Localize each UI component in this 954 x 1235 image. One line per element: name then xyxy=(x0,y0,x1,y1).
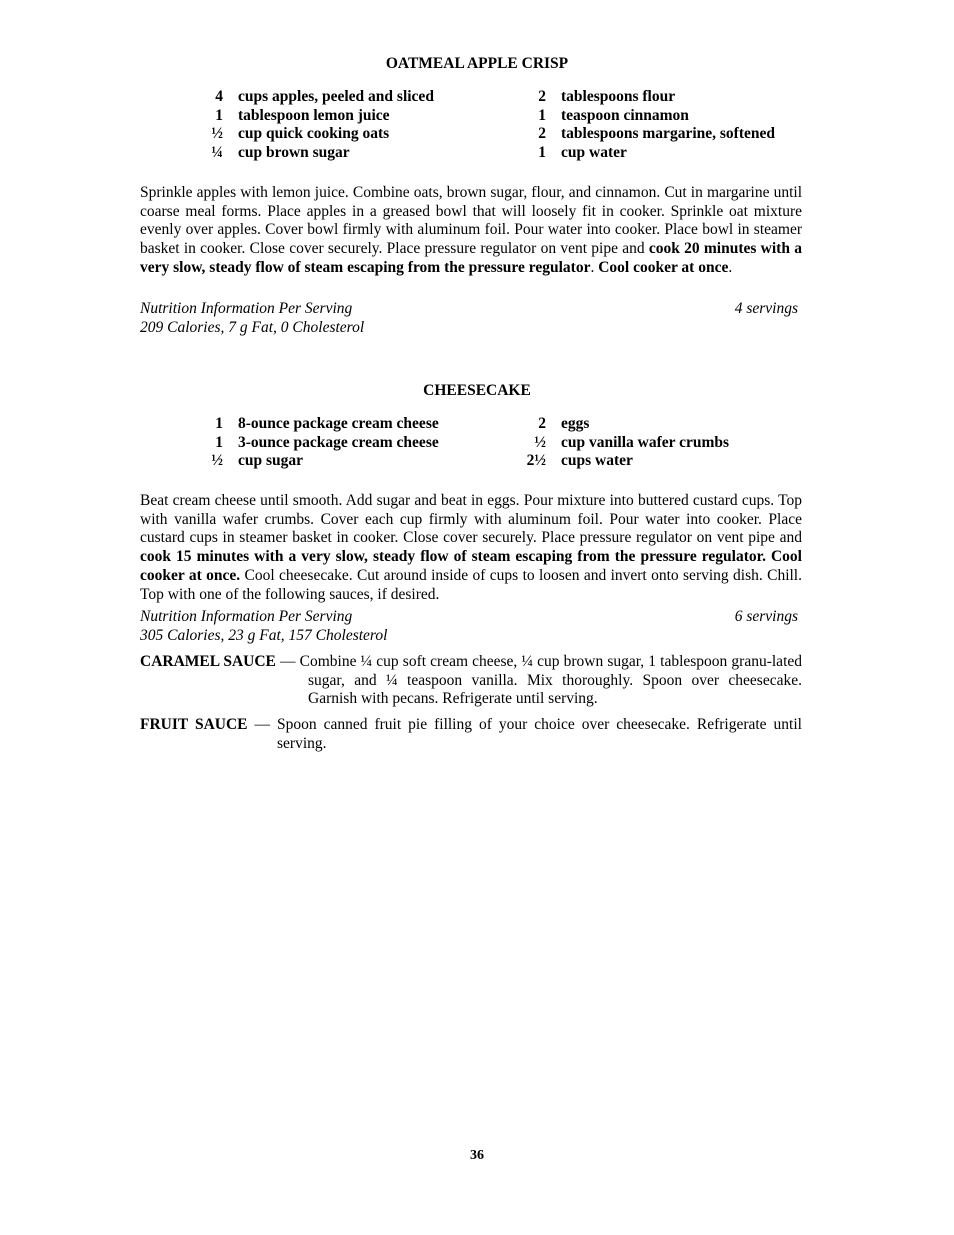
caramel-sauce xyxy=(140,653,802,709)
servings: 4 servings xyxy=(734,300,798,317)
ingredient-item: ½ cup vanilla wafer crumbs xyxy=(534,433,730,451)
nutrition-info xyxy=(140,300,798,337)
nutrition-values: 305 Calories, 23 g Fat, 157 Cholesterol xyxy=(140,626,388,644)
recipe-directions: Beat cream cheese until smooth. Add sugar and beat in eggs. Pour mixture into buttered custard cups. Top with vanilla wafer crumbs. Cover each cup firmly with aluminum foil. Pour water into cooker. Place custard cups in steamer basket in cooker. Close cover securely. Place pressure regulator on vent pipe and cook 15 minutes with a very slow, steady flow of steam escaping from the pressure regulator. Cool cooker at once. Cool cheesecake. Cut around inside of cups to loosen and invert onto serving dish. Chill. Top with one of the following sauces, if desired. xyxy=(140,492,802,603)
ingredient-item: 1 cup water xyxy=(538,143,627,161)
ingredient-item: 2 tablespoons flour xyxy=(538,88,676,105)
recipe-directions: Sprinkle apples with lemon juice. Combine oats, brown sugar, flour, and cinnamon. Cut in margarine until coarse meal forms. Place apples in a greased bowl that will loosely fit in cooker. Sprinkle oat mixture evenly over apples. Cover bowl firmly with aluminum foil. Pour water into cooker. Place bowl in steamer basket in cooker. Close cover securely. Place pressure regulator on vent pipe and cook 20 minutes with a very slow, steady flow of steam escaping from the pressure regulator. Cool cooker at once. xyxy=(140,184,802,276)
nutrition-values: 209 Calories, 7 g Fat, 0 Cholesterol xyxy=(140,318,365,336)
ingredient-item: 1 teaspoon cinnamon xyxy=(538,106,689,124)
ingredient-item: ¼ cup brown sugar xyxy=(211,143,350,161)
fruit-sauce xyxy=(140,716,802,753)
sauce-name: FRUIT SAUCE xyxy=(140,716,248,733)
ingredient-item: 1 tablespoon lemon juice xyxy=(215,106,390,124)
ingredient-item: 2½ cups water xyxy=(526,452,633,470)
ingredient-item: ½ cup sugar xyxy=(211,452,304,470)
recipe-title: OATMEAL APPLE CRISP xyxy=(385,55,569,72)
sauce-text: — Combine ¼ cup soft cream cheese, ¼ cup brown sugar, 1 tablespoon granu-lated sugar, and ¼ teaspoon vanilla. Mix thoroughly. Spoon over cheesecake. Garnish with pecans. Refrigerate until serving. xyxy=(275,653,803,708)
nutrition-label: Nutrition Information Per Serving xyxy=(140,300,353,317)
nutrition-label: Nutrition Information Per Serving xyxy=(140,608,353,625)
servings: 6 servings xyxy=(734,608,798,625)
recipe-title: CHEESECAKE xyxy=(423,382,531,399)
ingredient-item: 1 3-ounce package cream cheese xyxy=(215,433,439,451)
ingredient-item: 4 cups apples, peeled and sliced xyxy=(215,88,434,105)
ingredient-list-left xyxy=(183,88,443,162)
ingredient-list-left xyxy=(183,415,463,471)
nutrition-info xyxy=(140,608,798,645)
ingredient-item: 1 8-ounce package cream cheese xyxy=(215,415,439,432)
sauce-text: — Spoon canned fruit pie filling of your choice over cheesecake. Refrigerate until serving. xyxy=(247,716,802,752)
ingredient-list-right xyxy=(506,415,766,471)
ingredient-item: ½ cup quick cooking oats xyxy=(211,125,390,143)
ingredient-item: 2 eggs xyxy=(538,415,590,432)
ingredient-item: 2 tablespoons margarine, softened xyxy=(538,125,775,143)
page-number: 36 xyxy=(470,1148,484,1163)
sauce-name: CARAMEL SAUCE xyxy=(140,653,276,670)
ingredient-list-right xyxy=(506,88,806,162)
